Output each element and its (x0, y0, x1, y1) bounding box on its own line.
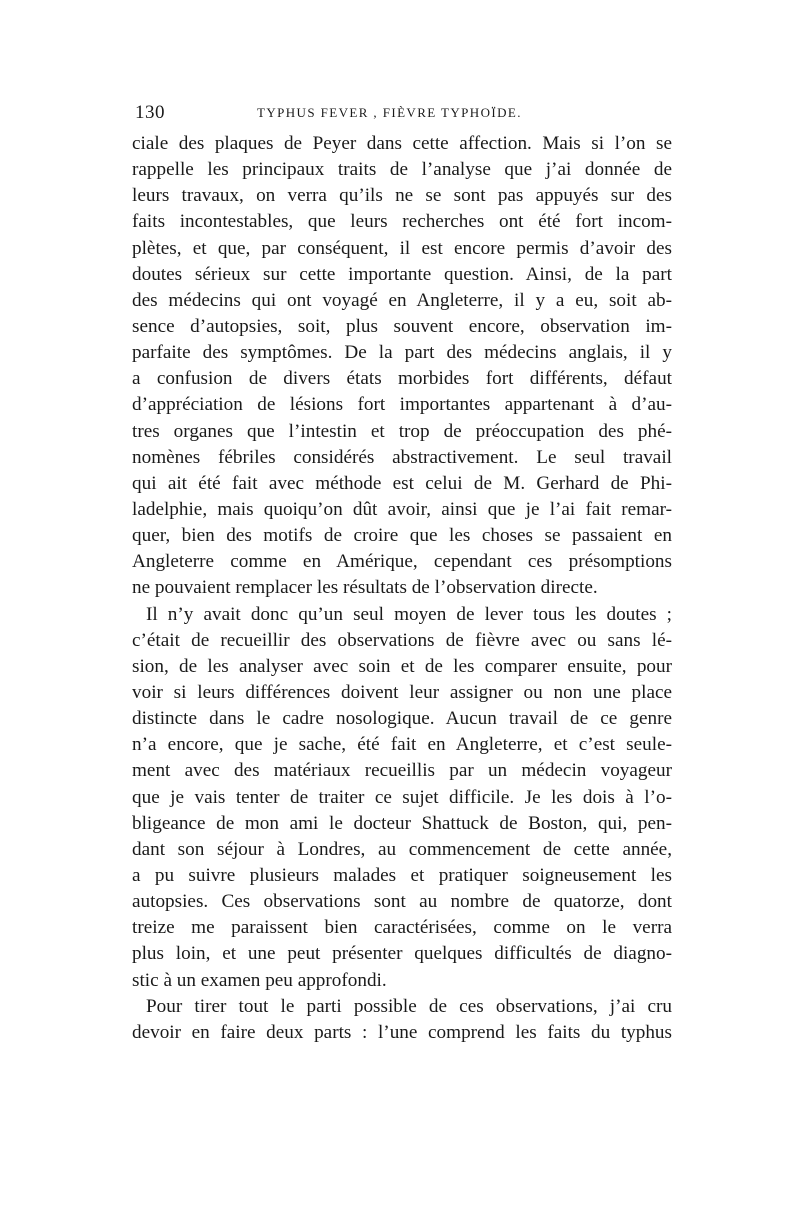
text-line: faits incontestables, que leurs recherches ont été fort incom- (132, 211, 672, 233)
text-line: tres organes que l’intestin et trop de préoccupation des phé- (132, 420, 672, 442)
text-line: qui ait été fait avec méthode est celui de M. Gerhard de Phi- (132, 472, 672, 494)
text-line: treize me paraissent bien caractérisées, comme on le verra (132, 917, 672, 939)
text-line: stic à un examen peu approfondi. (132, 969, 387, 991)
text-line: ne pouvaient remplacer les résultats de l’observation directe. (132, 577, 598, 599)
text-line: nomènes fébriles considérés abstractivement. Le seul travail (132, 446, 672, 468)
text-line: n’a encore, que je sache, été fait en Angleterre, et c’est seule- (132, 734, 672, 756)
text-line: Pour tirer tout le parti possible de ces observations, j’ai cru (146, 995, 672, 1017)
text-line: quer, bien des motifs de croire que les choses se passaient en (132, 525, 672, 547)
text-line: sence d’autopsies, soit, plus souvent encore, observation im- (132, 315, 672, 337)
running-title: TYPHUS FEVER , FIÈVRE TYPHOÏDE. (257, 105, 522, 120)
page-header (135, 102, 675, 126)
text-line: autopsies. Ces observations sont au nombre de quatorze, dont (132, 891, 672, 913)
text-line: plus loin, et une peut présenter quelques difficultés de diagno- (132, 943, 672, 965)
text-line: que je vais tenter de traiter ce sujet difficile. Je les dois à l’o- (132, 786, 672, 808)
body-text (132, 131, 672, 1046)
text-line: doutes sérieux sur cette importante question. Ainsi, de la part (132, 263, 672, 285)
page-number: 130 (135, 102, 165, 123)
text-line: devoir en faire deux parts : l’une comprend les faits du typhus (132, 1021, 672, 1043)
text-line: bligeance de mon ami le docteur Shattuck de Boston, qui, pen- (132, 812, 672, 834)
text-line: rappelle les principaux traits de l’analyse que j’ai donnée de (132, 159, 672, 181)
text-line: d’appréciation de lésions fort importantes appartenant à d’au- (132, 394, 672, 416)
text-line: plètes, et que, par conséquent, il est encore permis d’avoir des (132, 237, 672, 259)
text-line: ladelphie, mais quoiqu’on dût avoir, ainsi que je l’ai fait remar- (132, 498, 672, 520)
text-line: parfaite des symptômes. De la part des médecins anglais, il y (132, 342, 672, 364)
text-line: des médecins qui ont voyagé en Angleterre, il y a eu, soit ab- (132, 289, 672, 311)
text-line: dant son séjour à Londres, au commencement de cette année, (132, 838, 672, 860)
text-line: Il n’y avait donc qu’un seul moyen de lever tous les doutes ; (146, 603, 672, 625)
text-line: ment avec des matériaux recueillis par un médecin voyageur (132, 760, 672, 782)
text-line: a pu suivre plusieurs malades et pratiquer soigneusement les (132, 864, 672, 886)
text-line: leurs travaux, on verra qu’ils ne se sont pas appuyés sur des (132, 185, 672, 207)
text-line: a confusion de divers états morbides fort différents, défaut (132, 368, 672, 390)
text-line: ciale des plaques de Peyer dans cette affection. Mais si l’on se (132, 133, 672, 154)
text-line: c’était de recueillir des observations de fièvre avec ou sans lé- (132, 629, 672, 651)
text-line: distincte dans le cadre nosologique. Aucun travail de ce genre (132, 708, 672, 730)
text-line: sion, de les analyser avec soin et de les comparer ensuite, pour (132, 655, 672, 677)
text-line: voir si leurs différences doivent leur assigner ou non une place (132, 681, 672, 703)
text-line: Angleterre comme en Amérique, cependant ces présomptions (132, 551, 672, 573)
